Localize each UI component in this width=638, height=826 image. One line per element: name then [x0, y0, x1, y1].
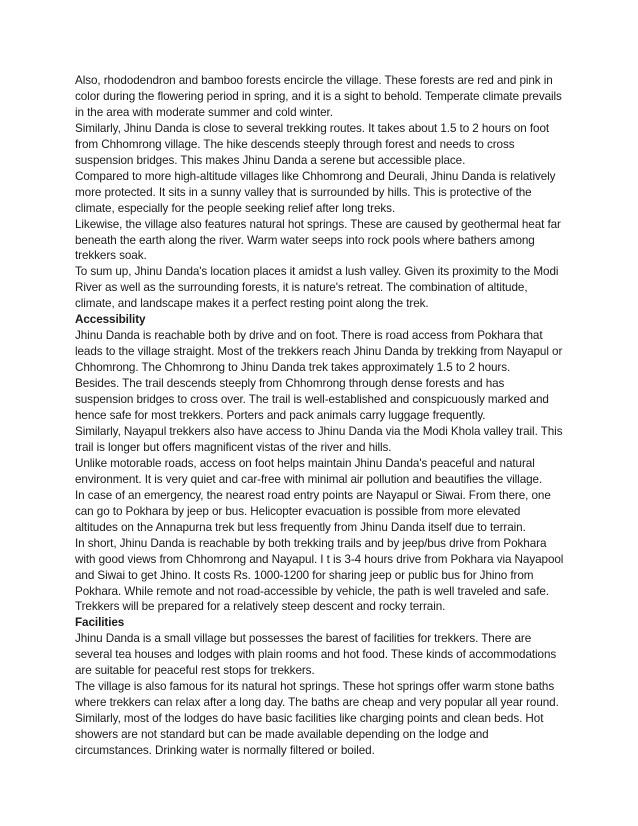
paragraph-location-summary: To sum up, Jhinu Danda's location places it amidst a lush valley. Given its proximity to the Modi River as well as the surrounding forests, it is nature's retreat. The combination of altitude, climate, and landscape makes it a perfect resting point along the trek. [75, 265, 559, 311]
paragraph-access-drive-foot: Jhinu Danda is reachable both by drive and on foot. There is road access from Pokhara that leads to the village straight. Most of the trekkers reach Jhinu Danda by trekking from Nayapul or Chhomrong. The Chhomrong to Jhinu Danda trek takes approximately 1.5 to 2 hours. [75, 329, 563, 375]
document-body [75, 73, 565, 759]
paragraph-trekking-routes: Similarly, Jhinu Danda is close to several trekking routes. It takes about 1.5 to 2 hours on foot from Chhomrong village. The hike descends steeply through forest and needs to cross suspension bridges. This makes Jhinu Danda a serene but accessible place. [75, 121, 550, 167]
paragraph-access-summary: In short, Jhinu Danda is reachable by both trekking trails and by jeep/bus drive from Pokhara with good views from Chhomrong and Nayapul. I t is 3-4 hours drive from Pokhara via Nayapool and Siwai to get Jhino. It costs Rs. 1000-1200 for sharing jeep or public bus for Jhino from Pokhara. While remote and not road-accessible by vehicle, the path is well traveled and safe. Trekkers will be prepared for a relatively steep descent and rocky terrain. [75, 536, 564, 614]
paragraph-rhododendron-forests: Also, rhododendron and bamboo forests encircle the village. These forests are red and pink in color during the flowering period in spring, and it is a sight to behold. Temperate climate prevails in the area with moderate summer and cold winter. [75, 74, 562, 119]
paragraph-protected-valley: Compared to more high-altitude villages like Chhomrong and Deurali, Jhinu Danda is relatively more protected. It sits in a sunny valley that is surrounded by hills. This is protective of the climate, especially for the people seeking relief after long treks. [75, 169, 556, 215]
paragraph-nayapul-trail: Similarly, Nayapul trekkers also have access to Jhinu Danda via the Modi Khola valley trail. This trail is longer but offers magnificent vistas of the river and hills. [75, 424, 563, 454]
paragraph-lodge-facilities: Similarly, most of the lodges do have basic facilities like charging points and clean beds. Hot showers are not standard but can be made available depending on the lodge and circumstances. Drinking water is normally filtered or boiled. [75, 712, 544, 758]
section-heading-facilities: Facilities [75, 616, 125, 630]
paragraph-tea-houses: Jhinu Danda is a small village but possesses the barest of facilities for trekkers. There are several tea houses and lodges with plain rooms and hot food. These kinds of accommodations are suitable for peaceful rest stops for trekkers. [75, 632, 557, 678]
paragraph-hot-springs: Likewise, the village also features natural hot springs. These are caused by geothermal heat far beneath the earth along the river. Warm water seeps into rock pools where bathers among trekkers soak. [75, 217, 561, 263]
paragraph-emergency: In case of an emergency, the nearest road entry points are Nayapul or Siwai. From there, one can go to Pokhara by jeep or bus. Helicopter evacuation is possible from more elevated altitudes on the Annapurna trek but less frequently from Jhinu Danda itself due to terrain. [75, 488, 551, 534]
paragraph-trail-description: Besides. The trail descends steeply from Chhomrong through dense forests and has suspension bridges to cross over. The trail is well-established and conspicuously marked and hence safe for most trekkers. Porters and pack animals carry luggage frequently. [75, 377, 549, 423]
paragraph-hot-spring-baths: The village is also famous for its natural hot springs. These hot springs offer warm stone baths where trekkers can relax after a long day. The baths are cheap and very popular all year round. [75, 680, 559, 710]
paragraph-car-free: Unlike motorable roads, access on foot helps maintain Jhinu Danda's peaceful and natural environment. It is very quiet and car-free with minimal air pollution and beautifies the village. [75, 456, 543, 486]
section-heading-accessibility: Accessibility [75, 313, 146, 327]
